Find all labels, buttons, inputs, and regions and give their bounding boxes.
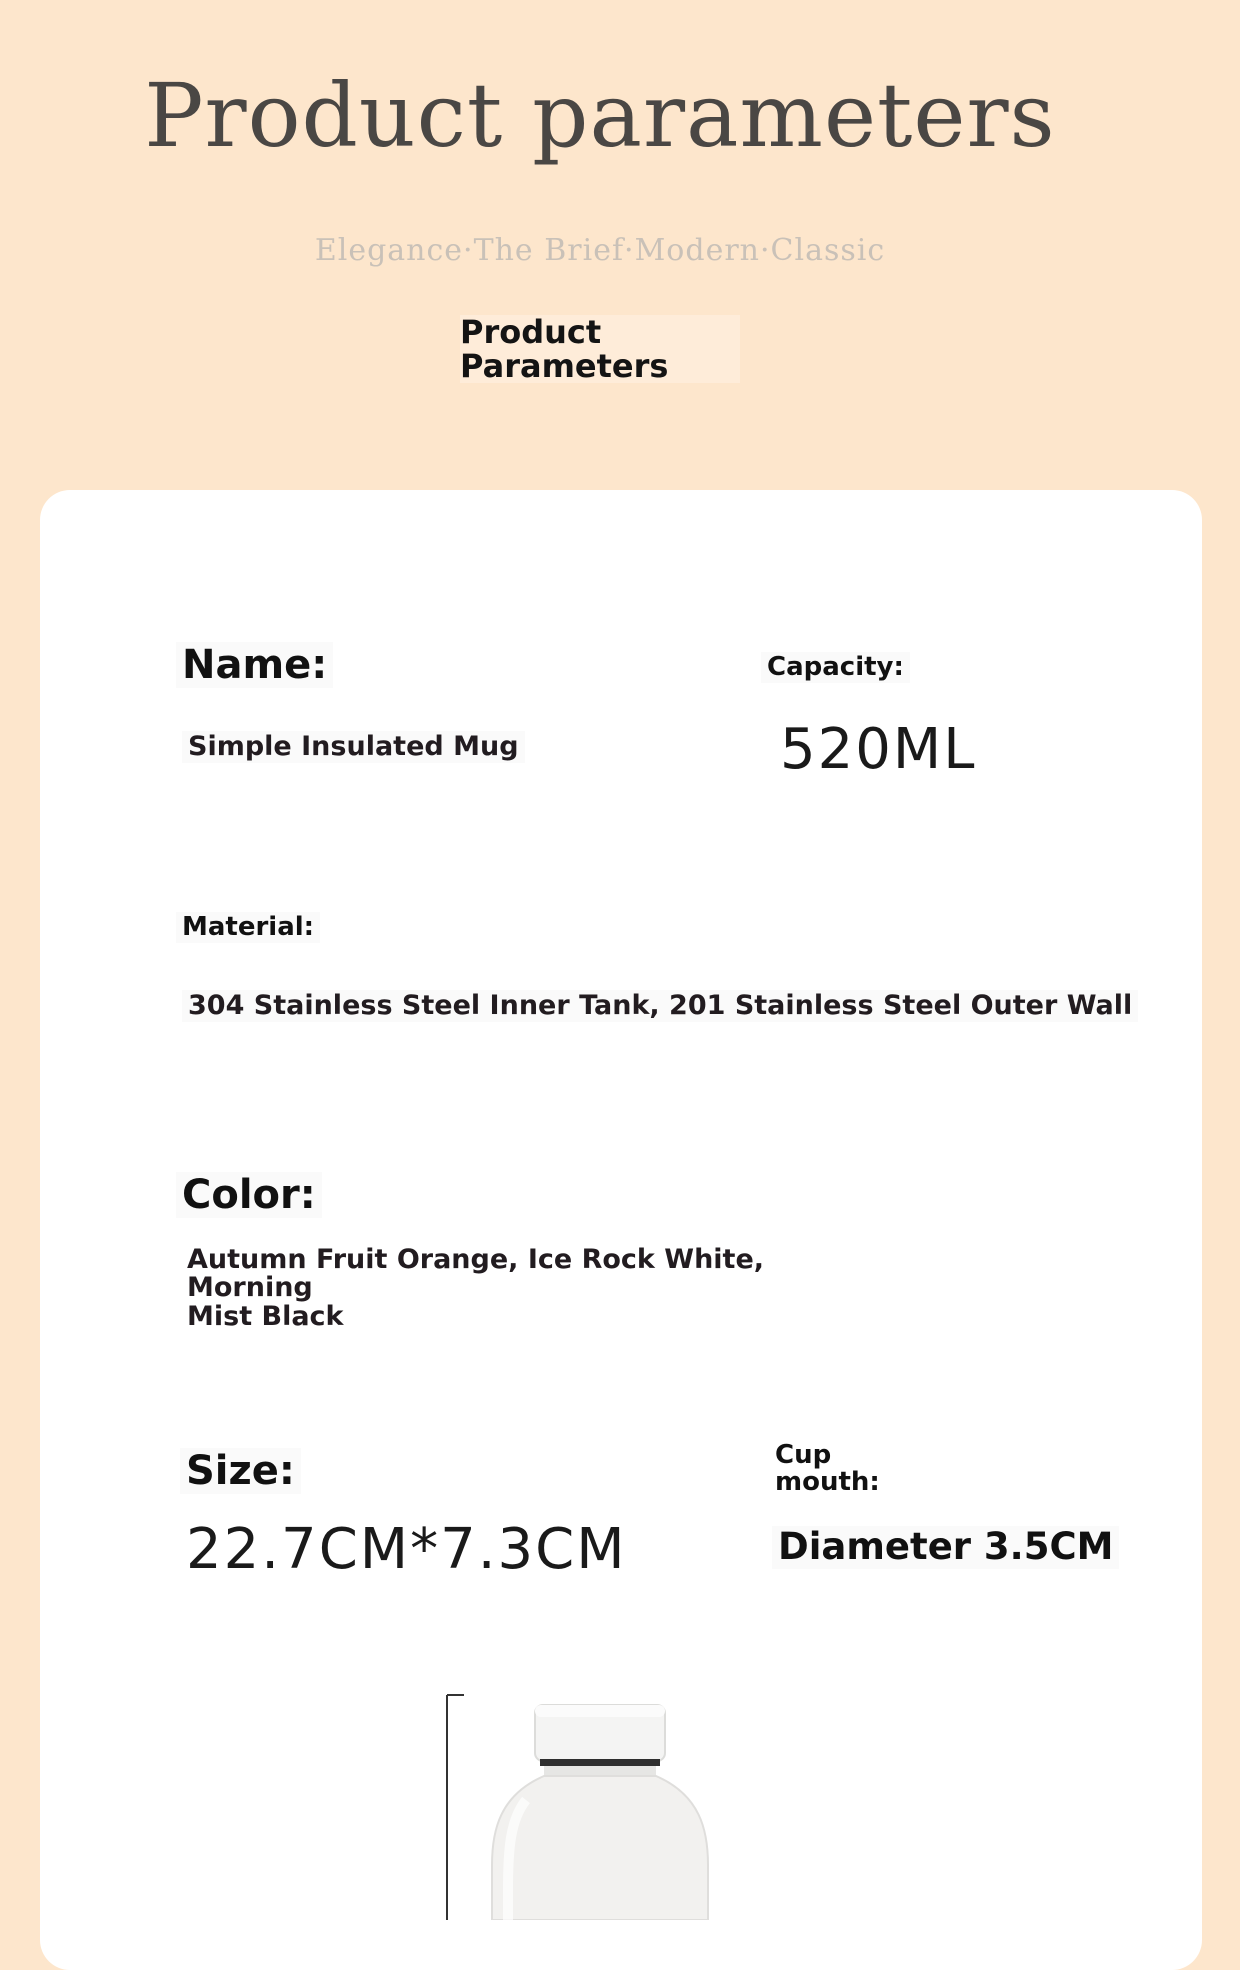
name-value: Simple Insulated Mug	[182, 731, 525, 763]
mouth-label	[775, 1442, 880, 1497]
bottle-body	[492, 1776, 708, 1920]
neck-ring	[540, 1759, 660, 1766]
capacity-value: 520ML	[780, 717, 977, 782]
color-value-line1: Autumn Fruit Orange, Ice Rock White, Morning	[187, 1244, 765, 1304]
color-value	[187, 1246, 847, 1331]
size-label: Size:	[180, 1448, 301, 1494]
section-label-line2: Parameters	[460, 347, 669, 385]
cap-top-highlight	[535, 1705, 665, 1717]
capacity-label: Capacity:	[761, 652, 910, 683]
section-label-line1: Product	[460, 313, 602, 351]
page-subtitle: Elegance·The Brief·Modern·Classic	[314, 233, 886, 268]
size-value: 22.7CM*7.3CM	[186, 1517, 627, 1582]
mouth-label-line2: mouth:	[775, 1467, 880, 1498]
material-label: Material:	[176, 912, 320, 943]
page-title: Product parameters	[144, 64, 1056, 167]
color-label: Color:	[176, 1172, 322, 1218]
name-label: Name:	[176, 642, 333, 688]
bottle-illustration	[440, 1690, 740, 1920]
product-image	[440, 1690, 740, 1920]
color-value-line2: Mist Black	[187, 1300, 344, 1332]
section-label	[460, 315, 740, 383]
neck	[544, 1766, 656, 1776]
mouth-label-line1: Cup	[775, 1440, 832, 1470]
material-value: 304 Stainless Steel Inner Tank, 201 Stainless Steel Outer Wall	[182, 990, 1138, 1022]
mouth-value: Diameter 3.5CM	[772, 1526, 1119, 1569]
